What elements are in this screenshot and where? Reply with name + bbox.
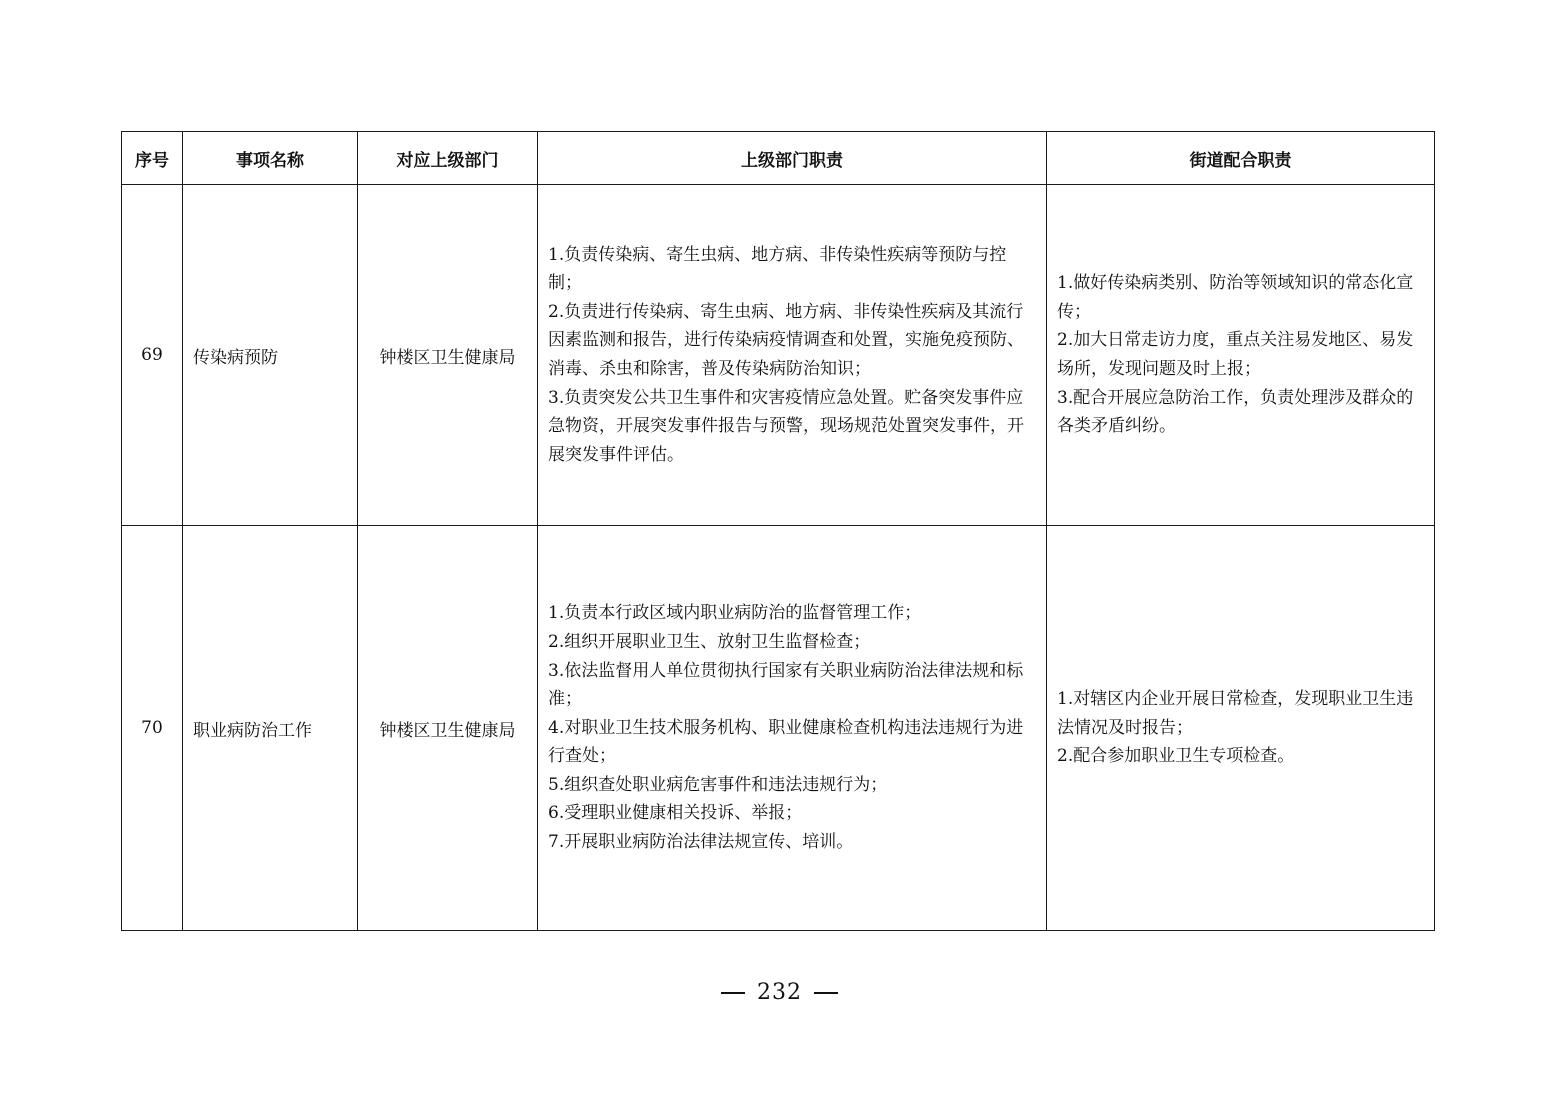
header-item-name: 事项名称 (183, 132, 358, 185)
header-department: 对应上级部门 (358, 132, 538, 185)
page-number-dash-left (721, 992, 745, 994)
duty-line: 1.负责传染病、寄生虫病、地方病、非传染性疾病等预防与控制； (548, 244, 1007, 294)
page-number (0, 980, 1559, 1005)
duty-line: 1.对辖区内企业开展日常检查，发现职业卫生违法情况及时报告； (1057, 689, 1414, 738)
duty-line: 3.负责突发公共卫生事件和灾害疫情应急处置。贮备突发事件应急物资，开展突发事件报告与预警，现场规范处置突发事件，开展突发事件评估。 (548, 387, 1024, 465)
duty-line: 1.负责本行政区域内职业病防治的监督管理工作； (548, 603, 922, 624)
page-number-value: 232 (757, 980, 802, 1005)
row-department-duties (538, 526, 1047, 931)
duty-line: 3.依法监督用人单位贯彻执行国家有关职业病防治法律法规和标准； (548, 660, 1024, 710)
duty-line: 2.配合参加职业卫生专项检查。 (1057, 746, 1295, 767)
duty-line: 2.组织开展职业卫生、放射卫生监督检查； (548, 631, 871, 652)
duty-line: 2.负责进行传染病、寄生虫病、地方病、非传染性疾病及其流行因素监测和报告，进行传染病疫情调查和处置，实施免疫预防、消毒、杀虫和除害，普及传染病防治知识； (548, 301, 1024, 379)
page-number-dash-right (814, 992, 838, 994)
duty-line: 2.加大日常走访力度，重点关注易发地区、易发场所，发现问题及时上报； (1057, 330, 1414, 379)
row-department: 钟楼区卫生健康局 (358, 526, 538, 931)
row-item-name: 传染病预防 (183, 185, 358, 526)
duty-line: 4.对职业卫生技术服务机构、职业健康检查机构违法违规行为进行查处； (548, 717, 1024, 767)
duty-line: 5.组织查处职业病危害事件和违法违规行为； (548, 774, 888, 795)
row-item-name: 职业病防治工作 (183, 526, 358, 931)
row-department: 钟楼区卫生健康局 (358, 185, 538, 526)
table-row (122, 526, 1435, 931)
header-number: 序号 (122, 132, 183, 185)
duty-line: 1.做好传染病类别、防治等领域知识的常态化宣传； (1057, 273, 1414, 322)
table-row (122, 185, 1435, 526)
row-number: 69 (122, 185, 183, 526)
duties-table (121, 131, 1435, 931)
duty-line: 3.配合开展应急防治工作，负责处理涉及群众的各类矛盾纠纷。 (1057, 387, 1414, 437)
row-street-duties (1047, 185, 1435, 526)
row-number: 70 (122, 526, 183, 931)
header-department-duties: 上级部门职责 (538, 132, 1047, 185)
duty-line: 7.开展职业病防治法律法规宣传、培训。 (548, 832, 854, 853)
duty-line: 6.受理职业健康相关投诉、举报； (548, 803, 803, 824)
table-header-row (122, 132, 1435, 185)
row-department-duties (538, 185, 1047, 526)
header-street-duties: 街道配合职责 (1047, 132, 1435, 185)
row-street-duties (1047, 526, 1435, 931)
